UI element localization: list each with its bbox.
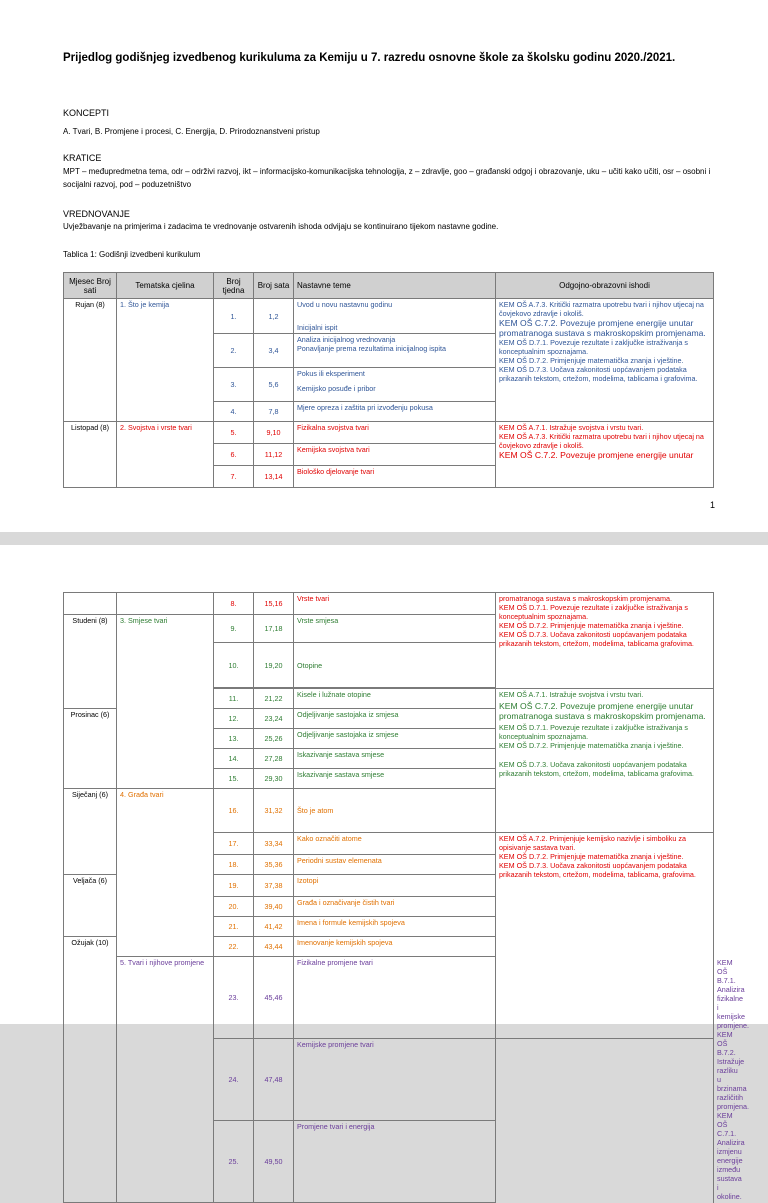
- week-cell: 14.: [214, 749, 254, 769]
- outcome-line: KEM OŠ D.7.1. Povezuje rezultate i zaključke istraživanja s konceptualnim spoznajama.: [499, 338, 688, 356]
- topic-line: Inicijalni ispit: [297, 323, 338, 332]
- outcome-line: KEM OŠ C.7.2. Povezuje promjene energije unutar promatranoga sustava s makroskopskim promjenama.: [499, 701, 706, 721]
- unit-cell: 3. Smjese tvari: [117, 615, 214, 789]
- month-cell: Veljača (6): [64, 875, 117, 937]
- vrednovanje-text: Uvježbavanje na primjerima i zadacima te vrednovanje ostvarenih ishoda odvijaju se kontinuirano tijekom nastavne godine.: [63, 222, 499, 231]
- hours-cell: 27,28: [254, 749, 294, 769]
- topic-cell: Imenovanje kemijskih spojeva: [294, 937, 496, 957]
- hours-cell: 37,38: [254, 875, 294, 897]
- week-cell: 17.: [214, 833, 254, 855]
- month-cell: Listopad (8): [64, 422, 117, 488]
- page-number: 1: [710, 500, 716, 510]
- unit-cell: [117, 593, 214, 615]
- topic-cell: Promjene tvari i energija: [294, 1121, 496, 1203]
- topic-line: Analiza inicijalnog vrednovanja: [297, 335, 396, 344]
- week-cell: 4.: [214, 402, 254, 422]
- topic-cell: Otopine: [294, 643, 496, 688]
- hours-cell: 3,4: [254, 334, 294, 368]
- week-cell: 7.: [214, 466, 254, 488]
- hours-cell: 13,14: [254, 466, 294, 488]
- hours-cell: 35,36: [254, 855, 294, 875]
- topic-cell: Vrste smjesa: [294, 615, 496, 643]
- month-cell: Studeni (8): [64, 615, 117, 709]
- outcome-line: KEM OŠ A.7.3. Kritički razmatra upotrebu tvari i njihov utjecaj na čovjekovo zdravlje i okoliš.: [499, 432, 704, 450]
- topic-cell: Kisele i lužnate otopine: [294, 689, 496, 709]
- month-cell: Ožujak (10): [64, 937, 117, 1203]
- hours-cell: 11,12: [254, 444, 294, 466]
- week-cell: 24.: [214, 1039, 254, 1121]
- outcomes-cell: [496, 299, 714, 422]
- hours-cell: 21,22: [254, 689, 294, 709]
- outcome-line: KEM OŠ D.7.3. Uočava zakonitosti uopćavanjem podataka prikazanih tekstom, crtežom, modelima, tablicama, grafovima.: [499, 861, 696, 879]
- topic-cell: Fizikalne promjene tvari: [294, 957, 496, 1039]
- topic-cell: Kemijska svojstva tvari: [294, 444, 496, 466]
- week-cell: 23.: [214, 957, 254, 1039]
- header-topics: Nastavne teme: [294, 273, 496, 299]
- table-row: [64, 593, 714, 615]
- koncepti-text: A. Tvari, B. Promjene i procesi, C. Energija, D. Prirodoznanstveni pristup: [63, 127, 320, 136]
- outcome-line: KEM OŠ A.7.1. Istražuje svojstva i vrstu tvari.: [499, 423, 644, 432]
- outcomes-cell: [496, 422, 714, 488]
- hours-cell: 5,6: [254, 368, 294, 402]
- topic-line: Pokus ili eksperiment: [297, 369, 365, 378]
- topic-cell: Kemijske promjene tvari: [294, 1039, 496, 1121]
- topic-cell: Iskazivanje sastava smjese: [294, 769, 496, 789]
- week-cell: 15.: [214, 769, 254, 789]
- week-cell: 22.: [214, 937, 254, 957]
- table-row: 5. Tvari i njihove promjene 23. 45,46 Fizikalne promjene tvari KEM OŠ B.7.1. Analizira fizikalne i kemijske promjene. KEM OŠ B.7.2. Istražuje razliku u brzinama različitih promjena. KEM OŠ C.7.1. Analizira izmjenu energije između sustava i okoline.: [64, 957, 714, 1039]
- header-unit: Tematska cjelina: [117, 273, 214, 299]
- vrednovanje-heading: VREDNOVANJE: [63, 209, 130, 219]
- topic-line: Uvod u novu nastavnu godinu: [297, 300, 393, 309]
- page-2: [0, 545, 768, 1201]
- topic-cell: Biološko djelovanje tvari: [294, 466, 496, 488]
- hours-cell: 17,18: [254, 615, 294, 643]
- hours-cell: 9,10: [254, 422, 294, 444]
- month-cell: [64, 593, 117, 615]
- topic-cell: Što je atom: [294, 789, 496, 833]
- week-cell: 1.: [214, 299, 254, 334]
- header-week: Broj tjedna: [214, 273, 254, 299]
- topic-cell: [294, 299, 496, 334]
- hours-cell: 47,48: [254, 1039, 294, 1121]
- outcome-line: KEM OŠ D.7.2. Primjenjuje matematička znanja i vještine.: [499, 741, 684, 750]
- document-title: Prijedlog godišnjeg izvedbenog kurikuluma za Kemiju u 7. razredu osnovne škole za školsku godinu 2020./2021.: [63, 52, 676, 64]
- week-cell: 19.: [214, 875, 254, 897]
- topic-cell: Kako označiti atome: [294, 833, 496, 855]
- outcome-line: KEM OŠ D.7.3. Uočava zakonitosti uopćavanjem podataka prikazanih tekstom, crtežom, modelima, tablicama grafovima.: [499, 630, 694, 648]
- outcome-line: KEM OŠ C.7.2. Povezuje promjene energije unutar: [499, 450, 694, 460]
- outcome-line: KEM OŠ C.7.2. Povezuje promjene energije unutar promatranoga sustava s makroskopskim promjenama.: [499, 318, 706, 338]
- header-outcomes: Odgojno-obrazovni ishodi: [496, 273, 714, 299]
- curriculum-table-p2: [63, 592, 749, 1203]
- unit-cell: 5. Tvari i njihove promjene: [117, 957, 214, 1203]
- week-cell: 8.: [214, 593, 254, 615]
- week-cell: 11.: [214, 689, 254, 709]
- kratice-heading: KRATICE: [63, 153, 102, 163]
- outcome-line: KEM OŠ D.7.1. Povezuje rezultate i zaključke istraživanja s konceptualnim spoznajama.: [499, 723, 688, 741]
- header-month: Mjesec Broj sati: [64, 273, 117, 299]
- unit-cell: 2. Svojstva i vrste tvari: [117, 422, 214, 488]
- table-caption: Tablica 1: Godišnji izvedbeni kurikulum: [63, 250, 201, 259]
- topic-cell: Vrste tvari: [294, 593, 496, 615]
- topic-line: Kemijsko posuđe i pribor: [297, 384, 376, 393]
- week-cell: 13.: [214, 729, 254, 749]
- topic-cell: Odjeljivanje sastojaka iz smjesa: [294, 709, 496, 729]
- outcome-line: KEM OŠ D.7.1. Povezuje rezultate i zaključke istraživanja s konceptualnim spoznajama.: [499, 603, 688, 621]
- hours-cell: 45,46: [254, 957, 294, 1039]
- week-cell: 16.: [214, 789, 254, 833]
- outcomes-cell: [496, 833, 714, 1039]
- topic-cell: Imena i formule kemijskih spojeva: [294, 917, 496, 937]
- hours-cell: 15,16: [254, 593, 294, 615]
- hours-cell: 33,34: [254, 833, 294, 855]
- hours-cell: 41,42: [254, 917, 294, 937]
- unit-cell: 1. Što je kemija: [117, 299, 214, 422]
- hours-cell: 29,30: [254, 769, 294, 789]
- topic-cell: Izotopi: [294, 875, 496, 897]
- outcome-line: KEM OŠ A.7.2. Primjenjuje kemijsko nazivlje i simboliku za opisivanje sastava tvari.: [499, 834, 686, 852]
- week-cell: 12.: [214, 709, 254, 729]
- week-cell: 6.: [214, 444, 254, 466]
- outcome-line: KEM OŠ D.7.3. Uočava zakonitosti uopćavanjem podataka prikazanih tekstom, crtežom, modelima, tablicama grafovima.: [499, 760, 694, 778]
- koncepti-heading: KONCEPTI: [63, 108, 110, 118]
- table-header-row: [64, 273, 714, 299]
- outcome-line: KEM OŠ A.7.1. Istražuje svojstva i vrstu tvari.: [499, 690, 644, 699]
- week-cell: 21.: [214, 917, 254, 937]
- topic-line: Ponavljanje prema rezultatima inicijalnog ispita: [297, 344, 447, 353]
- topic-cell: Periodni sustav elemenata: [294, 855, 496, 875]
- hours-cell: 25,26: [254, 729, 294, 749]
- hours-cell: 39,40: [254, 897, 294, 917]
- page-1: [0, 0, 768, 532]
- topic-cell: Iskazivanje sastava smjese: [294, 749, 496, 769]
- hours-cell: 49,50: [254, 1121, 294, 1203]
- topic-cell: Građa i označivanje čistih tvari: [294, 897, 496, 917]
- week-cell: 10.: [214, 643, 254, 688]
- outcomes-cell: [496, 593, 714, 689]
- week-cell: 20.: [214, 897, 254, 917]
- outcome-line: KEM OŠ A.7.3. Kritički razmatra upotrebu tvari i njihov utjecaj na čovjekovo zdravlje i okoliš.: [499, 300, 704, 318]
- topic-cell: Mjere opreza i zaštita pri izvođenju pokusa: [294, 402, 496, 422]
- topic-cell: Odjeljivanje sastojaka iz smjese: [294, 729, 496, 749]
- outcome-line: KEM OŠ D.7.2. Primjenjuje matematička znanja i vještine.: [499, 852, 684, 861]
- table-row: [64, 422, 714, 444]
- header-hours: Broj sata: [254, 273, 294, 299]
- outcome-line: promatranoga sustava s makroskopskim promjenama.: [499, 594, 672, 603]
- unit-cell: 4. Građa tvari: [117, 789, 214, 957]
- outcomes-cell: [496, 689, 714, 833]
- month-cell: Siječanj (6): [64, 789, 117, 875]
- topic-cell: Fizikalna svojstva tvari: [294, 422, 496, 444]
- week-cell: 25.: [214, 1121, 254, 1203]
- topic-cell: [294, 368, 496, 402]
- week-cell: 9.: [214, 615, 254, 643]
- table-row: [64, 299, 714, 334]
- week-cell: 5.: [214, 422, 254, 444]
- month-cell: Rujan (8): [64, 299, 117, 422]
- hours-cell: 1,2: [254, 299, 294, 334]
- week-cell: 18.: [214, 855, 254, 875]
- topic-cell: [294, 334, 496, 368]
- hours-cell: 31,32: [254, 789, 294, 833]
- hours-cell: 7,8: [254, 402, 294, 422]
- outcome-line: KEM OŠ D.7.2. Primjenjuje matematička znanja i vještine.: [499, 356, 684, 365]
- hours-cell: 43,44: [254, 937, 294, 957]
- curriculum-table-p1: [63, 272, 714, 488]
- week-cell: 3.: [214, 368, 254, 402]
- hours-cell: 19,20: [254, 643, 294, 688]
- hours-cell: 23,24: [254, 709, 294, 729]
- month-cell: Prosinac (6): [64, 709, 117, 789]
- outcome-line: KEM OŠ D.7.2. Primjenjuje matematička znanja i vještine.: [499, 621, 684, 630]
- outcome-line: KEM OŠ D.7.3. Uočava zakonitosti uopćavanjem podataka prikazanih tekstom, crtežom, modelima, tablicama i grafovima.: [499, 365, 698, 383]
- kratice-text: MPT – međupredmetna tema, odr – održivi razvoj, ikt – informacijsko-komunikacijska tehnologija, z – zdravlje, goo – građanski odgoj i obrazovanje, uku – učiti kako učiti, osr – osobni i socijalni razvoj, pod – poduzetništvo: [63, 167, 711, 189]
- week-cell: 2.: [214, 334, 254, 368]
